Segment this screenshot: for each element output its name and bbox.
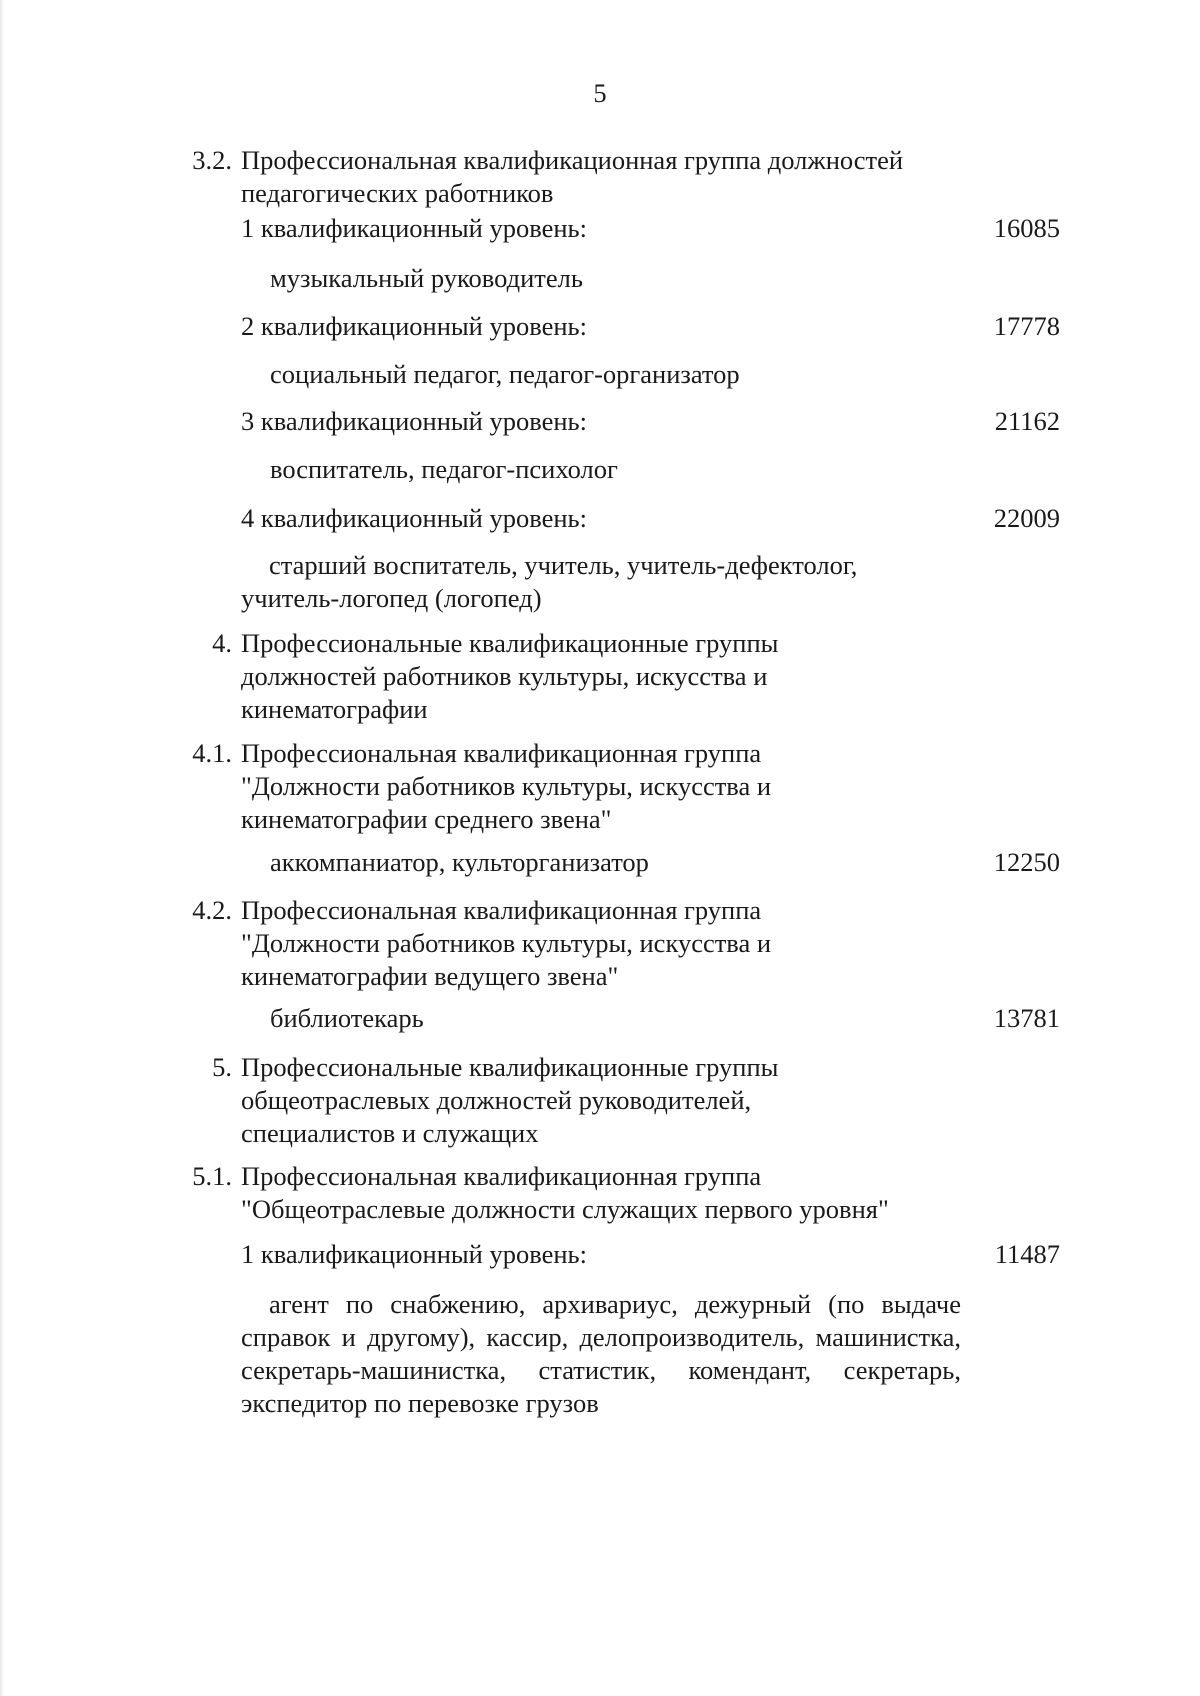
- section-number: 4.: [212, 628, 232, 658]
- level-label: 2 квалификационный уровень:: [241, 311, 587, 341]
- positions-list: музыкальный руководитель: [270, 263, 583, 293]
- section-title: Профессиональная квалификационная группа "Общеотраслевые должности служащих первого уровня": [241, 1161, 889, 1224]
- salary-value: 22009: [993, 503, 1060, 533]
- section-title: Профессиональные квалификационные группы должностей работников культуры, искусства и кинематографии: [241, 628, 779, 724]
- level-label: 1 квалификационный уровень:: [241, 213, 587, 243]
- salary-value: 16085: [993, 213, 1060, 243]
- positions-list: агент по снабжению, архивариус, дежурный (по выдаче справок и другому), кассир, делопроизводитель, машинистка, секретарь-машинистка, статистик, комендант, секретарь, экспедитор по перевозке грузов: [241, 1289, 961, 1418]
- section-title: Профессиональная квалификационная группа "Должности работников культуры, искусства и кинематографии ведущего звена": [241, 895, 772, 991]
- positions-list: воспитатель, педагог-психолог: [270, 454, 618, 484]
- level-label: 3 квалификационный уровень:: [241, 406, 587, 436]
- section-title: Профессиональная квалификационная группа должностей педагогических работников: [241, 145, 904, 208]
- section-number: 5.1.: [192, 1161, 232, 1191]
- salary-value: 11487: [994, 1239, 1060, 1269]
- page-number: 5: [593, 78, 607, 108]
- salary-value: 17778: [993, 311, 1060, 341]
- salary-value: 21162: [994, 406, 1060, 436]
- section-title: Профессиональные квалификационные группы общеотраслевых должностей руководителей, специалистов и служащих: [241, 1052, 779, 1148]
- positions-list: аккомпаниатор, культорганизатор: [270, 847, 649, 877]
- level-label: 4 квалификационный уровень:: [241, 503, 587, 533]
- section-number: 5.: [212, 1052, 232, 1082]
- section-number: 4.1.: [192, 738, 232, 768]
- positions-list: библиотекарь: [270, 1003, 424, 1033]
- section-number: 4.2.: [192, 895, 232, 925]
- section-title: Профессиональная квалификационная группа "Должности работников культуры, искусства и кинематографии среднего звена": [241, 738, 772, 834]
- positions-list: старший воспитатель, учитель, учитель-дефектолог, учитель-логопед (логопед): [241, 550, 858, 613]
- positions-list: социальный педагог, педагог-организатор: [270, 359, 740, 389]
- level-label: 1 квалификационный уровень:: [241, 1239, 587, 1269]
- section-number: 3.2.: [192, 145, 232, 175]
- scan-edge: [0, 0, 4, 1696]
- salary-value: 12250: [993, 847, 1060, 877]
- salary-value: 13781: [993, 1003, 1060, 1033]
